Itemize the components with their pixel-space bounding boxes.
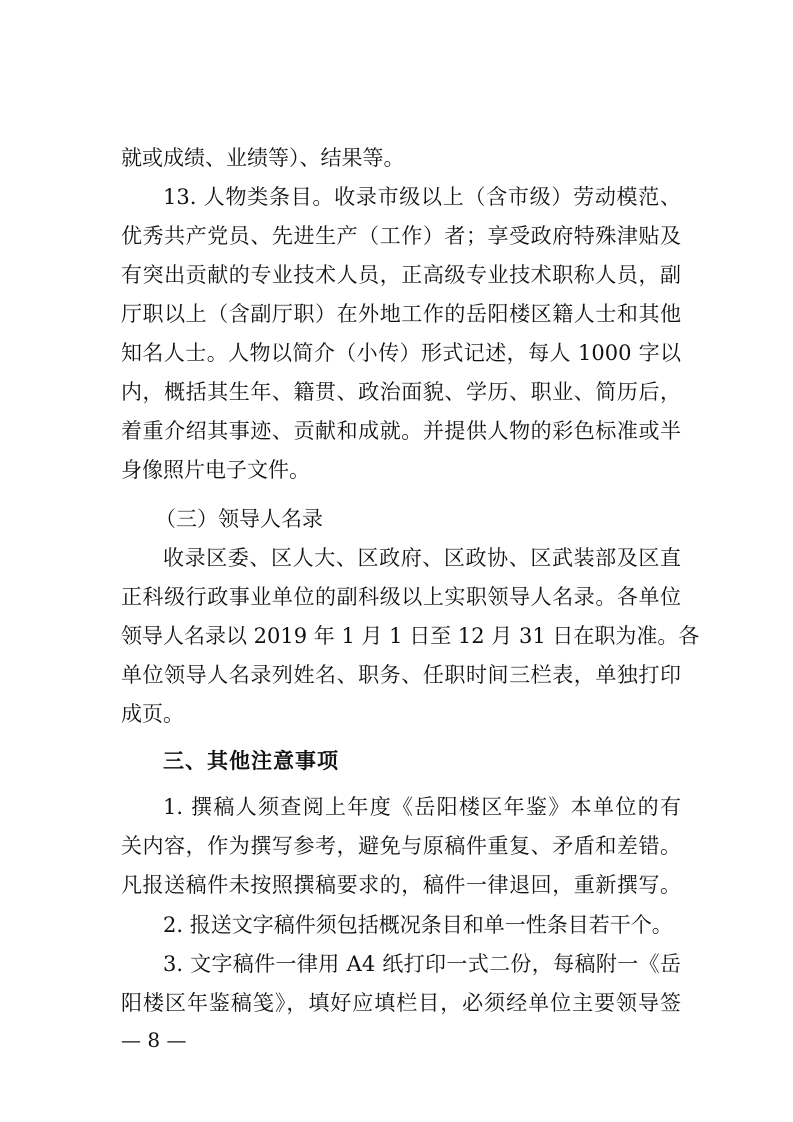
text-line: 身像照片电子文件。 — [121, 458, 310, 482]
text-line: 收录区委、区人大、区政府、区政协、区武装部及区直 — [163, 546, 681, 570]
page-number: — 8 — — [121, 1028, 187, 1052]
section-heading: 三、其他注意事项 — [163, 749, 339, 773]
text-line: 单位领导人名录列姓名、职务、任职时间三栏表，单独打印 — [121, 663, 681, 687]
text-line: 优秀共产党员、先进生产（工作）者；享受政府特殊津贴及 — [121, 224, 681, 248]
section-subheading: （三）领导人名录 — [155, 507, 323, 531]
text-line: 关内容，作为撰写参考，避免与原稿件重复、矛盾和差错。 — [121, 834, 681, 858]
text-line: 阳楼区年鉴稿笺》，填好应填栏目，必须经单位主要领导签 — [121, 991, 681, 1015]
text-line: 有突出贡献的专业技术人员，正高级专业技术职称人员，副 — [121, 263, 681, 287]
text-line: 正科级行政事业单位的副科级以上实职领导人名录。各单位 — [121, 585, 681, 609]
text-line: 内，概括其生年、籍贯、政治面貌、学历、职业、简历后， — [121, 380, 681, 404]
text-line: 就或成绩、业绩等）、结果等。 — [121, 146, 405, 170]
text-line: 1. 撰稿人须查阅上年度《岳阳楼区年鉴》本单位的有 — [163, 795, 681, 819]
text-line: 着重介绍其事迹、贡献和成就。并提供人物的彩色标准或半 — [121, 419, 681, 443]
text-line: 13. 人物类条目。收录市级以上（含市级）劳动模范、 — [163, 185, 681, 209]
text-line: 3. 文字稿件一律用 A4 纸打印一式二份，每稿附一《岳 — [163, 952, 681, 976]
text-line: 知名人士。人物以简介（小传）形式记述，每人 1000 字以 — [121, 341, 681, 365]
text-line: 成页。 — [121, 702, 184, 726]
text-line: 凡报送稿件未按照撰稿要求的，稿件一律退回，重新撰写。 — [121, 873, 681, 897]
text-line: 领导人名录以 2019 年 1 月 1 日至 12 月 31 日在职为准。各 — [121, 624, 700, 648]
text-line: 厅职以上（含副厅职）在外地工作的岳阳楼区籍人士和其他 — [121, 302, 681, 326]
text-line: 2. 报送文字稿件须包括概况条目和单一性条目若干个。 — [163, 913, 673, 937]
